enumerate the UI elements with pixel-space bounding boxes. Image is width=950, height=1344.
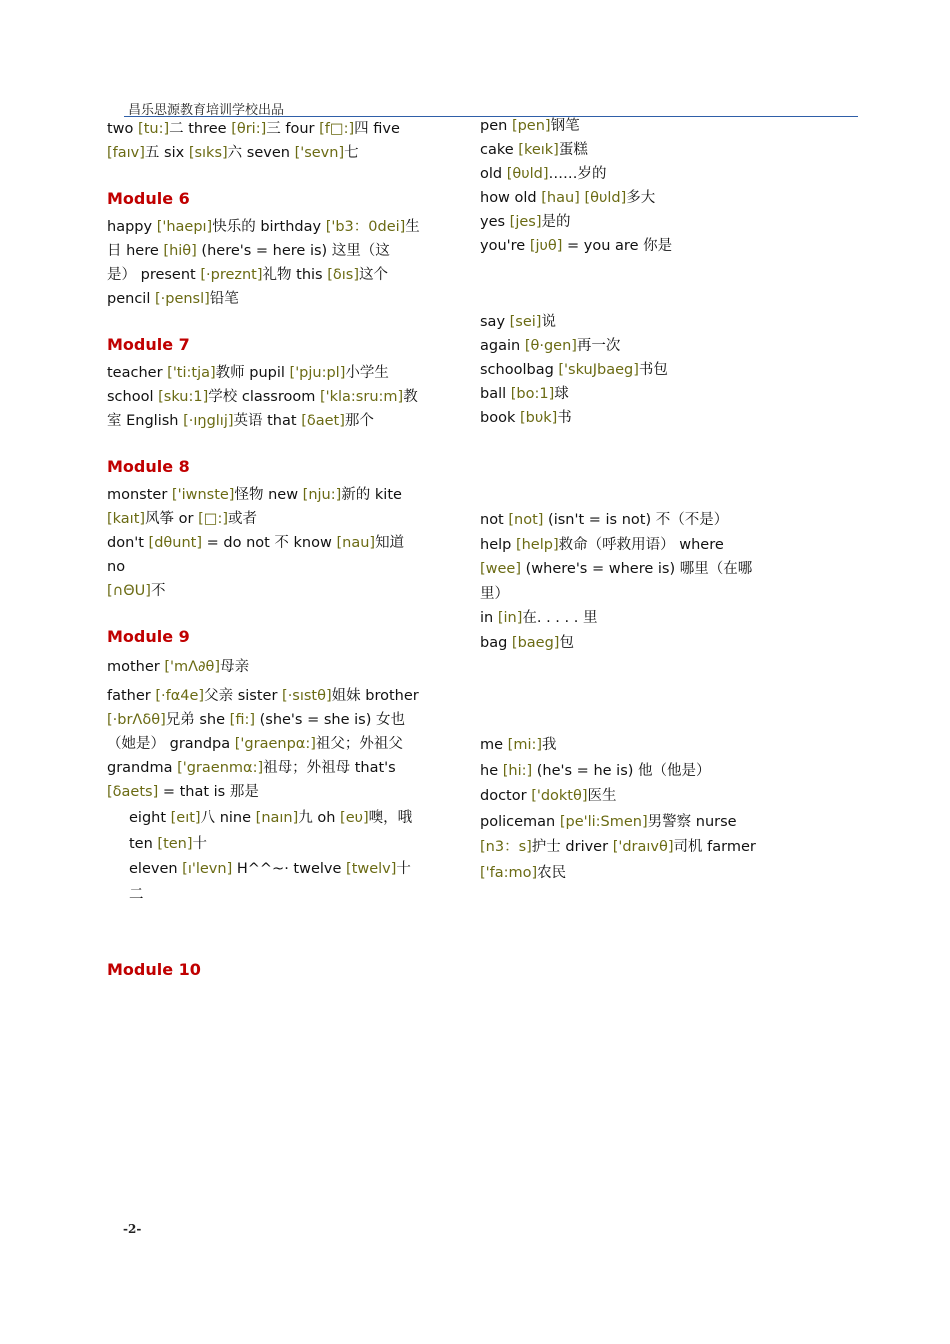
phonetic-text: ['iwnste] — [171, 487, 235, 503]
phonetic-text: [help] — [515, 536, 559, 553]
word-text: 生 — [405, 219, 420, 235]
phonetic-text: [θυld] — [584, 190, 627, 206]
vocab-line — [480, 835, 780, 861]
word-text: 八 nine — [200, 810, 256, 826]
module-9-numbers — [107, 806, 425, 908]
word-text: ……岁的 — [548, 166, 607, 182]
phonetic-text: [pen] — [511, 118, 551, 134]
word-text: = you are 你是 — [562, 238, 673, 254]
vocab-line — [107, 507, 425, 531]
word-text: 礼物 this — [262, 267, 328, 283]
vocab-group-4 — [480, 733, 780, 886]
word-text: 是） present — [107, 267, 201, 283]
vocab-line — [480, 234, 780, 258]
word-text: 蛋糕 — [558, 142, 588, 158]
word-text: he — [480, 762, 503, 779]
phonetic-text: [□:] — [198, 511, 229, 527]
word-text: 书包 — [638, 362, 668, 378]
word-text: ball — [480, 386, 511, 402]
word-text: in — [480, 610, 498, 626]
phonetic-text: [eıt] — [170, 810, 201, 826]
phonetic-text: [hi:] — [502, 762, 533, 779]
phonetic-text: [·brΛδθ] — [107, 712, 166, 728]
word-text: 在. . . . . 里 — [522, 610, 598, 626]
word-text: (he's = he is) 他（他是） — [532, 762, 711, 779]
vocab-line — [480, 810, 780, 836]
word-text: 农民 — [537, 864, 567, 881]
phonetic-text: [·preznt] — [200, 267, 263, 283]
phonetic-text: [θri:] — [231, 121, 267, 137]
word-text: 书 — [557, 410, 572, 426]
word-text: 我 — [542, 737, 557, 753]
phonetic-text: [·ıŋglıj] — [183, 413, 234, 429]
word-text: cake — [480, 142, 519, 158]
vocab-line — [480, 358, 780, 382]
vocab-line — [480, 733, 780, 759]
phonetic-text: [jes] — [509, 214, 542, 230]
vocab-line — [107, 579, 425, 603]
word-text: schoolbag — [480, 362, 559, 378]
phonetic-text: [ı'levn] — [182, 861, 233, 877]
phonetic-text: [wee] — [480, 561, 522, 577]
module-8-heading: Module 8 — [107, 457, 190, 476]
word-text: 那个 — [344, 413, 374, 429]
word-text: 祖母；外祖母 that's — [263, 760, 396, 776]
phonetic-text: [θ·gen] — [524, 338, 577, 354]
word-text: me — [480, 737, 508, 753]
word-text: 英语 that — [233, 413, 302, 429]
word-text: 说 — [541, 314, 556, 330]
module-7-heading: Module 7 — [107, 335, 190, 354]
word-text: 多大 — [626, 190, 656, 206]
word-text: 医生 — [587, 788, 617, 804]
word-text: policeman — [480, 813, 560, 830]
vocab-line — [107, 531, 425, 579]
phonetic-text: ['mΛ∂θ] — [164, 659, 221, 675]
phonetic-text: ['pju:pl] — [289, 365, 346, 381]
vocab-line — [480, 210, 780, 234]
vocab-line — [480, 138, 780, 162]
word-text: 钢笔 — [550, 118, 580, 134]
phonetic-text: [sıks] — [188, 145, 228, 161]
word-text: 二 three — [169, 121, 232, 137]
word-text: bag — [480, 634, 512, 651]
word-text: (isn't = is not) 不（不是） — [543, 512, 729, 528]
phonetic-text: [·fα4e] — [155, 688, 205, 704]
module-10-heading: Module 10 — [107, 960, 201, 979]
word-text: 学校 classroom — [208, 389, 320, 405]
vocab-line — [480, 557, 780, 582]
word-text: pen — [480, 118, 512, 134]
word-text: (here's = here is) 这里（这 — [196, 243, 390, 259]
left-column — [107, 117, 425, 982]
vocab-line — [107, 239, 425, 263]
phonetic-text: [dθunt] — [148, 535, 203, 551]
vocab-line — [107, 141, 425, 165]
phonetic-text: [mi:] — [507, 737, 543, 753]
phonetic-text: ['skuJbaeg] — [558, 362, 639, 378]
word-text: H^^~· twelve — [232, 861, 347, 877]
phonetic-text: ['fa:mo] — [480, 864, 538, 881]
phonetic-text: [δaets] — [107, 784, 159, 800]
vocab-line — [107, 361, 425, 385]
vocab-line — [107, 287, 425, 311]
vocab-line — [107, 684, 425, 708]
word-text: 四 five — [354, 121, 400, 137]
word-text: = that is 那是 — [158, 784, 259, 800]
page-number: -2- — [123, 1222, 142, 1236]
phonetic-text: [δaet] — [301, 413, 345, 429]
word-text: 是的 — [541, 214, 571, 230]
phonetic-text: ['b3：0dei] — [325, 219, 406, 235]
phonetic-text: [naın] — [255, 810, 299, 826]
phonetic-text: [hiθ] — [163, 243, 197, 259]
vocab-line — [107, 117, 425, 141]
phonetic-text: [faıv] — [107, 145, 145, 161]
vocab-line — [480, 533, 780, 558]
word-text: 再一次 — [576, 338, 621, 354]
vocab-line — [480, 784, 780, 810]
vocab-line — [107, 655, 425, 679]
word-text: 男警察 nurse — [647, 813, 737, 830]
word-text: help — [480, 536, 516, 553]
word-text: don't — [107, 535, 149, 551]
vocab-group-3 — [480, 508, 780, 655]
phonetic-text: [not] — [508, 512, 544, 528]
vocab-line — [480, 382, 780, 406]
phonetic-text: [keık] — [518, 142, 559, 158]
word-text: 母亲 — [220, 659, 250, 675]
vocab-line — [480, 406, 780, 430]
phonetic-text: [nau] — [336, 535, 376, 551]
vocab-line — [480, 310, 780, 334]
word-text: you're — [480, 238, 530, 254]
phonetic-text: [δıs] — [327, 267, 359, 283]
word-text: 救命（呼救用语） where — [558, 536, 724, 553]
vocab-line — [480, 114, 780, 138]
word-text: old — [480, 166, 507, 182]
vocab-line — [480, 334, 780, 358]
phonetic-text: ['graenpα:] — [234, 736, 316, 752]
phonetic-text: ['doktθ] — [531, 788, 588, 804]
word-text: 三 four — [266, 121, 320, 137]
word-text: 里） — [480, 585, 509, 602]
phonetic-text: [pe'li:Smen] — [559, 813, 648, 830]
module-6-vocab — [107, 215, 425, 311]
module-6-heading: Module 6 — [107, 189, 190, 208]
phonetic-text: ['draıvθ] — [612, 839, 674, 855]
word-text: 教师 pupil — [215, 365, 290, 381]
module-7-vocab — [107, 361, 425, 433]
word-text: 十二 — [129, 861, 411, 903]
phonetic-text: [twelv] — [346, 861, 397, 877]
phonetic-text: [·pensl] — [154, 291, 210, 307]
word-text: 日 here — [107, 243, 164, 259]
word-text: 铅笔 — [209, 291, 239, 307]
module-8-vocab — [107, 483, 425, 603]
vocab-line — [107, 409, 425, 433]
word-text: 七 — [344, 145, 359, 161]
phonetic-text: [fi:] — [229, 712, 255, 728]
phonetic-text: [in] — [497, 610, 523, 626]
word-text: 九 oh — [298, 810, 341, 826]
word-text: teacher — [107, 365, 168, 381]
phonetic-text: [f□:] — [319, 121, 355, 137]
phonetic-text: [bo:1] — [510, 386, 555, 402]
word-text: 六 seven — [227, 145, 295, 161]
phonetic-text: [nju:] — [302, 487, 342, 503]
word-text: happy — [107, 219, 157, 235]
vocab-group-1 — [480, 114, 780, 258]
phonetic-text: [θυld] — [506, 166, 549, 182]
word-text: 快乐的 birthday — [212, 219, 326, 235]
word-text: 司机 farmer — [673, 839, 756, 855]
vocab-line — [107, 756, 425, 780]
word-text: 或者 — [228, 511, 258, 527]
word-text: 护士 driver — [531, 839, 613, 855]
word-text: mother — [107, 659, 165, 675]
vocab-line — [480, 162, 780, 186]
vocab-line — [107, 483, 425, 507]
phonetic-text: [ten] — [157, 835, 193, 852]
vocab-line — [480, 631, 780, 656]
word-text: 这个 — [359, 267, 388, 283]
word-text: 五 six — [144, 145, 189, 161]
phonetic-text: [∩ΘU] — [107, 583, 151, 599]
word-text: eleven — [129, 861, 183, 877]
vocab-line — [480, 606, 780, 631]
phonetic-text: ['ti:tja] — [167, 365, 216, 381]
phonetic-text: [eυ] — [340, 810, 369, 826]
phonetic-text: ['sevn] — [294, 145, 345, 161]
word-text: two — [107, 121, 139, 137]
word-text: monster — [107, 487, 172, 503]
vocab-line — [129, 857, 425, 908]
phonetic-text: [·sıstθ] — [282, 688, 332, 704]
module-9-heading: Module 9 — [107, 627, 190, 646]
word-text: school — [107, 389, 159, 405]
vocab-line — [107, 215, 425, 239]
vocab-line — [480, 186, 780, 210]
word-text: 兄弟 she — [165, 712, 230, 728]
phonetic-text: [sei] — [509, 314, 542, 330]
word-text: doctor — [480, 788, 532, 804]
word-text: (she's = she is) 女也 — [255, 712, 405, 728]
word-text: say — [480, 314, 510, 330]
word-text: yes — [480, 214, 510, 230]
vocab-line — [107, 385, 425, 409]
word-text: 新的 kite — [341, 487, 402, 503]
module-9-vocab — [107, 684, 425, 804]
phonetic-text: ['graenmα:] — [177, 760, 264, 776]
phonetic-text: [kaıt] — [107, 511, 146, 527]
phonetic-text: [n3：s] — [480, 839, 532, 855]
phonetic-text: [sku:1] — [158, 389, 209, 405]
vocab-line — [480, 508, 780, 533]
vocab-line — [107, 780, 425, 804]
word-text: book — [480, 410, 520, 426]
word-text: 父亲 sister — [204, 688, 283, 704]
word-text: 室 English — [107, 413, 184, 429]
vocab-group-2 — [480, 310, 780, 430]
word-text: 祖父；外祖父 — [315, 736, 403, 752]
word-text: 包 — [559, 634, 574, 651]
word-text: again — [480, 338, 525, 354]
word-text: how old — [480, 190, 542, 206]
right-column — [480, 114, 780, 886]
phonetic-text: ['kla:sru:m] — [319, 389, 404, 405]
word-text: 不 — [150, 583, 166, 599]
word-text: 教 — [403, 389, 418, 405]
phonetic-text: [baeg] — [511, 634, 560, 651]
vocab-line — [107, 732, 425, 756]
phonetic-text: ['haepı] — [156, 219, 213, 235]
phonetic-text: [hau] — [541, 190, 580, 206]
word-text: (where's = where is) 哪里（在哪 — [521, 561, 753, 577]
vocab-line — [480, 861, 780, 887]
vocab-line — [129, 832, 425, 858]
word-text: 十 — [192, 835, 208, 852]
vocab-line — [480, 759, 780, 785]
word-text: 怪物 new — [234, 487, 303, 503]
word-text: father — [107, 688, 156, 704]
word-text: 小学生 — [345, 365, 389, 381]
document-header: 昌乐思源教育培训学校出品 — [128, 103, 285, 118]
vocab-line — [107, 708, 425, 732]
word-text: 知道 no — [107, 535, 405, 575]
word-text: not — [480, 512, 509, 528]
phonetic-text: [bυk] — [519, 410, 558, 426]
phonetic-text: [jυθ] — [529, 238, 563, 254]
word-text: = do not 不 know — [202, 535, 337, 551]
vocab-line — [107, 263, 425, 287]
vocab-line — [129, 806, 425, 832]
word-text: pencil — [107, 291, 155, 307]
word-text: 球 — [554, 386, 569, 402]
word-text: 噢，哦 — [368, 810, 413, 826]
word-text: （她是） grandpa — [107, 736, 235, 752]
word-text: ten — [129, 835, 158, 852]
word-text: eight — [129, 810, 171, 826]
word-text: 风筝 or — [145, 511, 199, 527]
word-text: grandma — [107, 760, 178, 776]
phonetic-text: [tu:] — [138, 121, 170, 137]
vocab-line — [480, 582, 780, 607]
word-text: 姐妹 brother — [331, 688, 419, 704]
